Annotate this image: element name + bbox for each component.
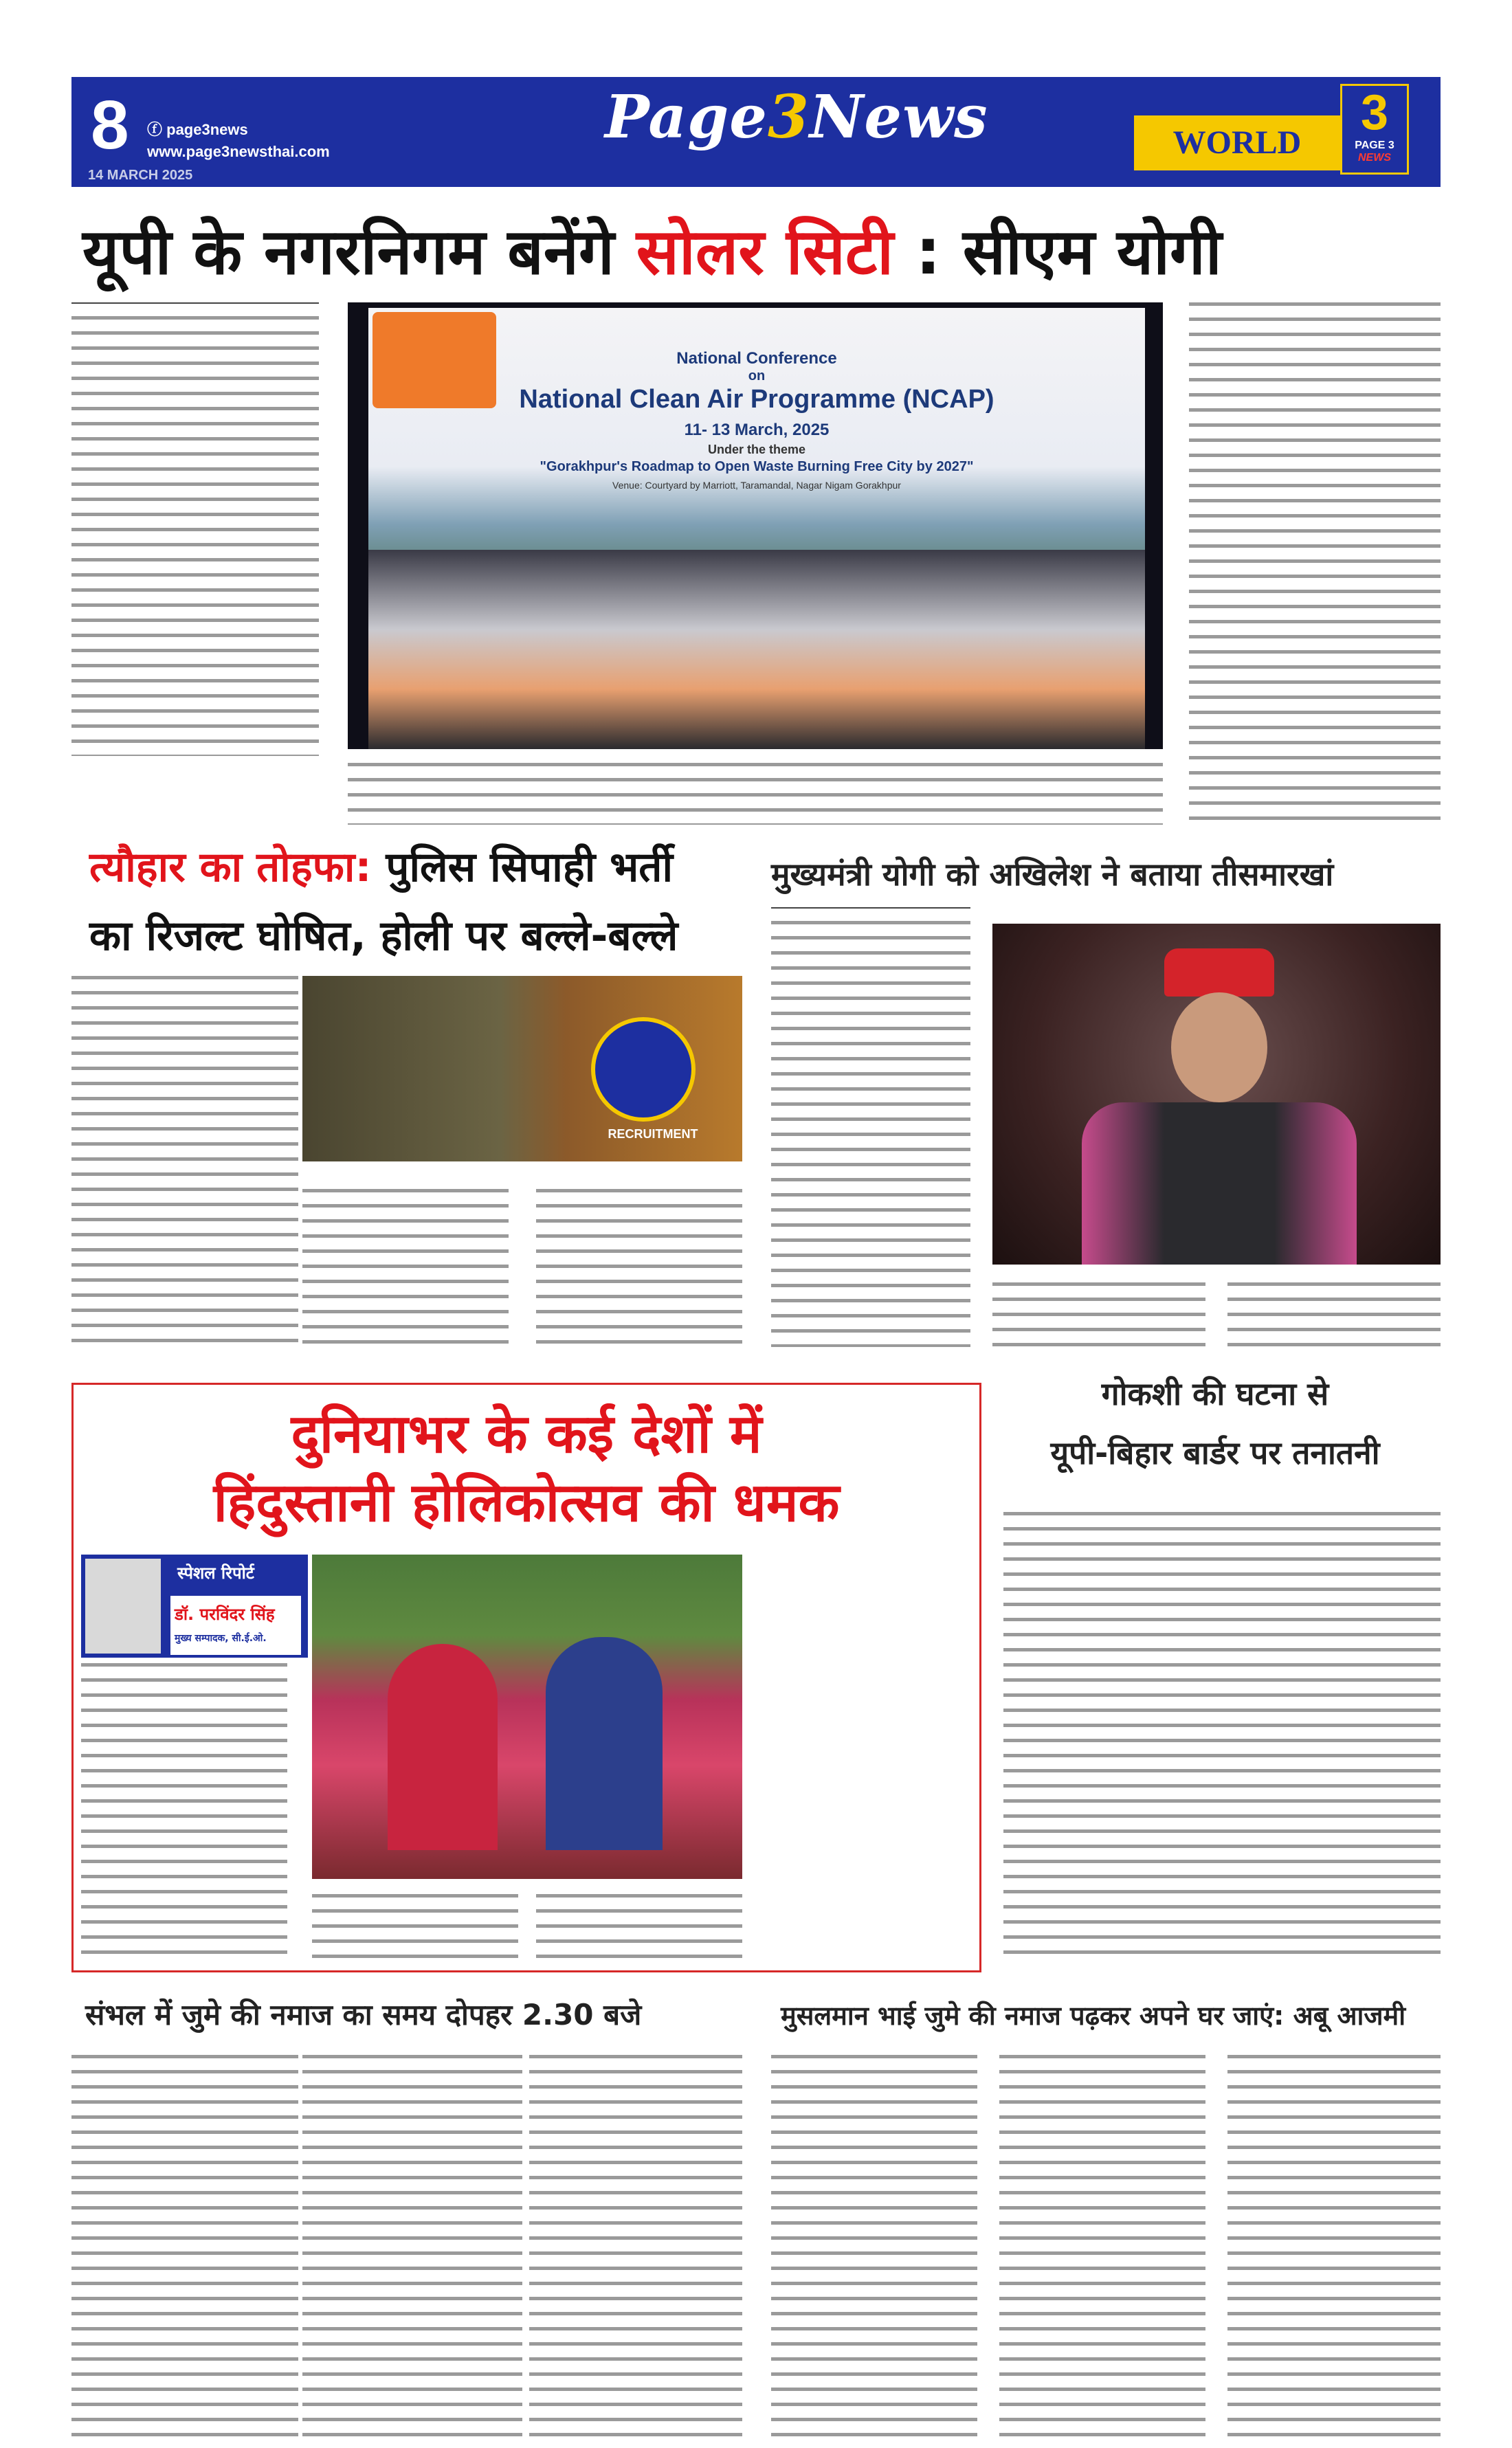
holi-title-line1: दुनियाभर के कई देशों में (291, 1403, 762, 1465)
holi-middle-column (312, 1894, 518, 1966)
police-headline-red: त्यौहार का तोहफा: (89, 843, 372, 891)
dignitaries-stage (368, 550, 1145, 749)
page-number: 8 (91, 87, 129, 164)
police-emblem-icon (591, 1017, 696, 1122)
holi-celebration-photo (312, 1555, 742, 1879)
dancer-right (546, 1637, 663, 1850)
screen-line2: on (748, 368, 766, 383)
akhilesh-headline: मुख्यमंत्री योगी को अखिलेश ने बताया तीसमारखां (771, 856, 1334, 893)
police-photo (302, 976, 742, 1161)
facebook-icon: ⓕ (147, 121, 167, 138)
corner-logo (1340, 84, 1409, 175)
conference-photo (348, 302, 1163, 749)
dancer-left (388, 1644, 498, 1850)
lead-photo-caption-text (348, 763, 1163, 825)
report-label: स्पेशल रिपोर्ट (177, 1564, 254, 1583)
brand-suffix: News (809, 82, 988, 152)
azmi-headline: मुसलमान भाई जुमे की नमाज पढ़कर अपने घर जाएं: अबू आजमी (781, 2001, 1406, 2031)
holi-left-column (81, 1663, 287, 1966)
border-story-column (1003, 1512, 1441, 1966)
reporter-box (81, 1555, 308, 1658)
police-headline-line1 (89, 837, 673, 893)
issue-date: 14 MARCH 2025 (88, 168, 193, 183)
lead-headline-red: सोलर सिटी (636, 215, 894, 289)
screen-dates: 11- 13 March, 2025 (684, 421, 830, 439)
azmi-column-2 (999, 2055, 1205, 2440)
author-photo (85, 1559, 161, 1654)
lead-right-column (1189, 302, 1441, 825)
facebook-handle (147, 118, 248, 140)
border-headline-line1: गोकशी की घटना से (1101, 1375, 1329, 1412)
screen-theme-text: "Gorakhpur's Roadmap to Open Waste Burning Free City by 2027" (540, 459, 974, 474)
akhilesh-photo (992, 924, 1441, 1265)
lead-headline (82, 206, 1222, 292)
screen-title: National Clean Air Programme (NCAP) (519, 385, 994, 414)
section-tab: WORLD (1134, 115, 1340, 170)
author-name: डॉ. परविंदर सिंह (175, 1605, 275, 1624)
lead-headline-tail: : सीएम योगी (915, 215, 1222, 289)
screen-line1: National Conference (676, 349, 837, 368)
police-headline-line2: का रिजल्ट घोषित, होली पर बल्ले-बल्ले (89, 912, 678, 960)
sambhal-column-3 (529, 2055, 742, 2440)
azmi-column-3 (1227, 2055, 1441, 2440)
police-middle-column (302, 1189, 509, 1347)
sambhal-column-1 (71, 2055, 298, 2440)
sambhal-column-2 (302, 2055, 522, 2440)
lead-headline-part1: यूपी के नगरनिगम बनेंगे (82, 215, 614, 289)
screen-theme-label: Under the theme (707, 443, 806, 456)
police-headline-rest: पुलिस सिपाही भर्ती (386, 843, 674, 891)
corner-logo-line1: PAGE 3 (1355, 140, 1394, 151)
border-headline-line2: यूपी-बिहार बार्डर पर तनातनी (1050, 1434, 1380, 1471)
holi-right-column (536, 1894, 742, 1966)
lead-left-column (71, 316, 319, 756)
facebook-text: page3news (166, 121, 248, 138)
holi-title-line2: हिंदुस्तानी होलिकोत्सव की धमक (213, 1472, 840, 1534)
azmi-column-1 (771, 2055, 977, 2440)
akhilesh-left-column (771, 921, 970, 1347)
column-rule (771, 907, 970, 909)
corner-logo-digit: 3 (1360, 85, 1389, 140)
corner-logo-line2: NEWS (1358, 152, 1391, 164)
akhilesh-photo-column-left (992, 1282, 1205, 1358)
brand-logo (605, 82, 988, 152)
author-role: मुख्य सम्पादक, सी.ई.ओ. (175, 1633, 267, 1644)
police-right-column (536, 1189, 742, 1347)
police-left-column (71, 976, 298, 1347)
face (1171, 992, 1267, 1102)
shawl (1082, 1102, 1357, 1265)
akhilesh-photo-column-right (1227, 1282, 1441, 1358)
brand-prefix: Page (605, 82, 768, 152)
website-url: www.page3newsthai.com (147, 143, 330, 160)
screen-venue: Venue: Courtyard by Marriott, Taramandal, Nagar Nigam Gorakhpur (612, 480, 901, 491)
brand-digit: 3 (767, 82, 810, 152)
recruitment-label: RECRUITMENT (608, 1127, 698, 1141)
sambhal-headline: संभल में जुमे की नमाज का समय दोपहर 2.30 बजे (85, 1998, 642, 2032)
red-cap (1164, 948, 1274, 997)
column-rule (71, 302, 319, 304)
